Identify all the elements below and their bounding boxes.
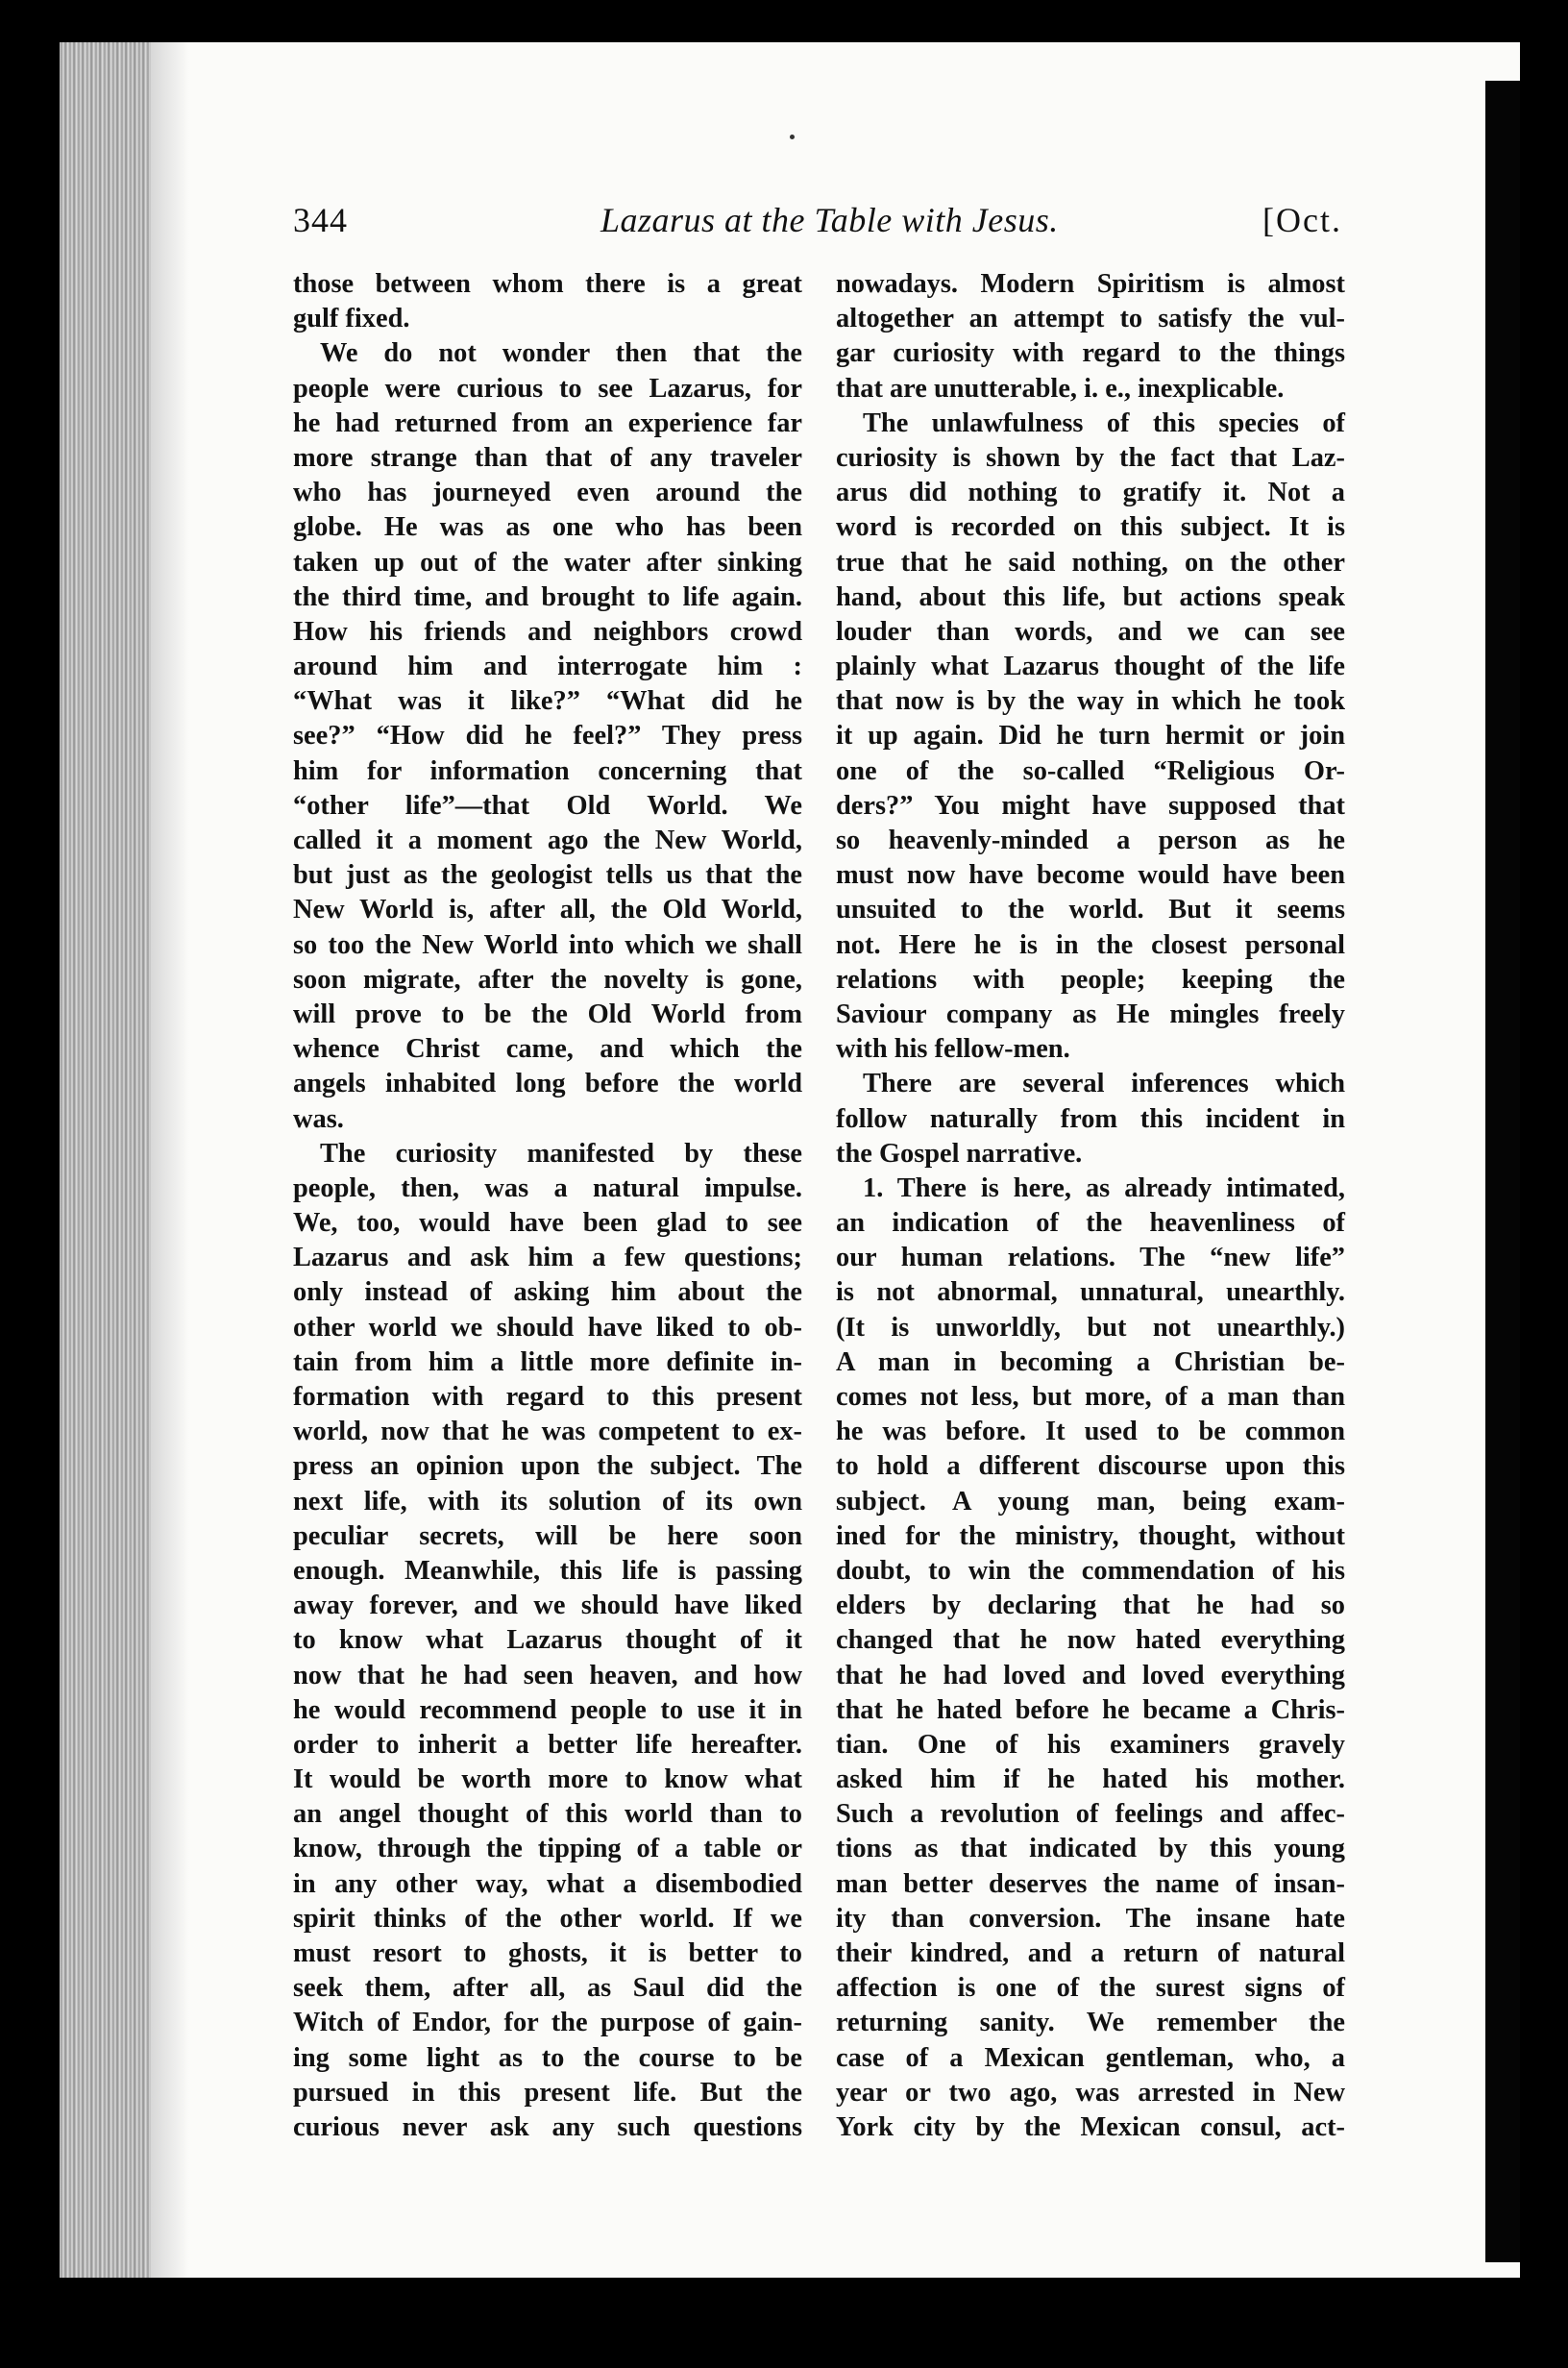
page-gutter-shadow xyxy=(151,42,189,2278)
text-line: peculiar secrets, will be here soon xyxy=(293,1520,802,1551)
text-line: taken up out of the water after sinking xyxy=(293,547,802,578)
text-line: nowadays. Modern Spiritism is almost xyxy=(836,269,1345,299)
text-line: case of a Mexican gentleman, who, a xyxy=(836,2042,1345,2073)
text-line: he had returned from an experience far xyxy=(293,407,802,438)
text-line: comes not less, but more, of a man than xyxy=(836,1382,1345,1412)
text-line: arus did nothing to gratify it. Not a xyxy=(836,478,1345,508)
text-line: spirit thinks of the other world. If we xyxy=(293,1903,802,1934)
text-line: true that he said nothing, on the other xyxy=(836,547,1345,578)
text-line: ined for the ministry, thought, without xyxy=(836,1520,1345,1551)
text-column-left xyxy=(293,267,802,2145)
text-line: more strange than that of any traveler xyxy=(293,442,802,473)
text-line: he was before. It used to be common xyxy=(836,1417,1345,1447)
text-line: gar curiosity with regard to the things xyxy=(836,338,1345,369)
text-column-right xyxy=(836,267,1345,2145)
text-line: ity than conversion. The insane hate xyxy=(836,1903,1345,1934)
text-line: so too the New World into which we shall xyxy=(293,929,802,960)
text-line: ing some light as to the course to be xyxy=(293,2042,802,2073)
text-line: subject. A young man, being exam- xyxy=(836,1486,1345,1517)
text-line: only instead of asking him about the xyxy=(293,1277,802,1308)
text-line: pursued in this present life. But the xyxy=(293,2077,802,2108)
text-line: “other life”—that Old World. We xyxy=(293,790,802,821)
text-line: asked him if he hated his mother. xyxy=(836,1764,1345,1795)
text-line: he would recommend people to use it in xyxy=(293,1694,802,1725)
text-line: elders by declaring that he had so xyxy=(836,1591,1345,1621)
text-line: one of the so-called “Religious Or- xyxy=(836,755,1345,786)
text-line: but just as the geologist tells us that the xyxy=(293,860,802,891)
text-line: “What was it like?” “What did he xyxy=(293,686,802,717)
text-line: not. Here he is in the closest personal xyxy=(836,929,1345,960)
text-line: away forever, and we should have liked xyxy=(293,1591,802,1621)
text-line: year or two ago, was arrested in New xyxy=(836,2077,1345,2108)
text-line: was. xyxy=(293,1103,344,1134)
text-line: plainly what Lazarus thought of the life xyxy=(836,652,1345,682)
text-line: our human relations. The “new life” xyxy=(836,1243,1345,1273)
text-line: word is recorded on this subject. It is xyxy=(836,512,1345,543)
text-line: world, now that he was competent to ex- xyxy=(293,1417,802,1447)
text-line: him for information concerning that xyxy=(293,755,802,786)
text-line: that are unutterable, i. e., inexplicable. xyxy=(836,373,1285,404)
text-line: hand, about this life, but actions speak xyxy=(836,581,1345,612)
running-head xyxy=(293,200,1342,254)
text-line: with his fellow-men. xyxy=(836,1034,1070,1065)
text-line: New World is, after all, the Old World, xyxy=(293,895,802,925)
text-line: It would be worth more to know what xyxy=(293,1764,802,1795)
text-line: affection is one of the surest signs of xyxy=(836,1973,1345,2004)
text-line: in any other way, what a disembodied xyxy=(293,1868,802,1899)
text-line: formation with regard to this present xyxy=(293,1382,802,1412)
text-line: (It is unworldly, but not unearthly.) xyxy=(836,1312,1345,1343)
text-line: How his friends and neighbors crowd xyxy=(293,616,802,647)
text-line: that he had loved and loved everything xyxy=(836,1660,1345,1690)
text-line: to know what Lazarus thought of it xyxy=(293,1625,802,1656)
text-line: altogether an attempt to satisfy the vul- xyxy=(836,304,1345,334)
text-line: next life, with its solution of its own xyxy=(293,1486,802,1517)
text-line: press an opinion upon the subject. The xyxy=(293,1451,802,1482)
text-line: the third time, and brought to life again. xyxy=(293,581,802,612)
text-line: whence Christ came, and which the xyxy=(293,1034,802,1065)
text-line: unsuited to the world. But it seems xyxy=(836,895,1345,925)
text-line: The unlawfulness of this species of xyxy=(863,407,1345,438)
text-line: 1. There is here, as already intimated, xyxy=(863,1172,1345,1203)
text-line: now that he had seen heaven, and how xyxy=(293,1660,802,1690)
text-line: We, too, would have been glad to see xyxy=(293,1208,802,1239)
text-line: Such a revolution of feelings and affec- xyxy=(836,1799,1345,1830)
text-line: ders?” You might have supposed that xyxy=(836,790,1345,821)
text-line: order to inherit a better life hereafter. xyxy=(293,1729,802,1760)
scan-border xyxy=(1485,81,1520,2262)
text-line: angels inhabited long before the world xyxy=(293,1069,802,1099)
text-line: soon migrate, after the novelty is gone, xyxy=(293,964,802,995)
text-line: There are several inferences which xyxy=(863,1069,1345,1099)
text-line: tions as that indicated by this young xyxy=(836,1834,1345,1864)
text-line: tain from him a little more definite in- xyxy=(293,1346,802,1377)
text-line: louder than words, and we can see xyxy=(836,616,1345,647)
text-line: the Gospel narrative. xyxy=(836,1138,1083,1169)
text-line: other world we should have liked to ob- xyxy=(293,1312,802,1343)
text-line: an angel thought of this world than to xyxy=(293,1799,802,1830)
text-line: gulf fixed. xyxy=(293,304,410,334)
page-speck xyxy=(790,135,795,139)
text-line: called it a moment ago the New World, xyxy=(293,826,802,855)
running-title: Lazarus at the Table with Jesus. xyxy=(600,201,1059,239)
text-line: Lazarus and ask him a few questions; xyxy=(293,1243,802,1273)
text-line: must resort to ghosts, it is better to xyxy=(293,1938,802,1968)
text-line: A man in becoming a Christian be- xyxy=(836,1346,1345,1377)
text-line: We do not wonder then that the xyxy=(320,338,802,369)
text-line: changed that he now hated everything xyxy=(836,1625,1345,1656)
text-line: is not abnormal, unnatural, unearthly. xyxy=(836,1277,1345,1308)
text-line: must now have become would have been xyxy=(836,860,1345,891)
text-line: know, through the tipping of a table or xyxy=(293,1834,802,1864)
text-line: man better deserves the name of insan- xyxy=(836,1868,1345,1899)
text-line: curiosity is shown by the fact that Laz- xyxy=(836,442,1345,473)
text-line: follow naturally from this incident in xyxy=(836,1103,1345,1134)
text-line: relations with people; keeping the xyxy=(836,964,1345,995)
text-line: so heavenly-minded a person as he xyxy=(836,826,1345,855)
text-line: enough. Meanwhile, this life is passing xyxy=(293,1555,802,1586)
text-line: people, then, was a natural impulse. xyxy=(293,1172,802,1203)
text-line: those between whom there is a great xyxy=(293,269,802,299)
text-line: seek them, after all, as Saul did the xyxy=(293,1973,802,2004)
page-number: 344 xyxy=(293,201,348,239)
text-line: doubt, to win the commendation of his xyxy=(836,1555,1345,1586)
text-line: who has journeyed even around the xyxy=(293,478,802,508)
text-line: globe. He was as one who has been xyxy=(293,512,802,543)
text-line: returning sanity. We remember the xyxy=(836,2008,1345,2038)
text-line: Saviour company as He mingles freely xyxy=(836,999,1345,1029)
text-line: curious never ask any such questions xyxy=(293,2111,802,2142)
text-line: that he hated before he became a Chris- xyxy=(836,1694,1345,1725)
text-line: York city by the Mexican consul, act- xyxy=(836,2111,1345,2142)
text-line: people were curious to see Lazarus, for xyxy=(293,373,802,404)
text-line: tian. One of his examiners gravely xyxy=(836,1729,1345,1760)
text-line: around him and interrogate him : xyxy=(293,652,802,682)
running-month: [Oct. xyxy=(1262,201,1342,239)
text-line: The curiosity manifested by these xyxy=(320,1138,802,1169)
text-line: it up again. Did he turn hermit or join xyxy=(836,721,1345,752)
text-line: an indication of the heavenliness of xyxy=(836,1208,1345,1239)
text-line: their kindred, and a return of natural xyxy=(836,1938,1345,1968)
page-fore-edge xyxy=(60,42,151,2278)
text-line: Witch of Endor, for the purpose of gain- xyxy=(293,2008,802,2038)
text-line: see?” “How did he feel?” They press xyxy=(293,721,802,752)
text-line: to hold a different discourse upon this xyxy=(836,1451,1345,1482)
text-line: will prove to be the Old World from xyxy=(293,999,802,1029)
text-line: that now is by the way in which he took xyxy=(836,686,1345,717)
